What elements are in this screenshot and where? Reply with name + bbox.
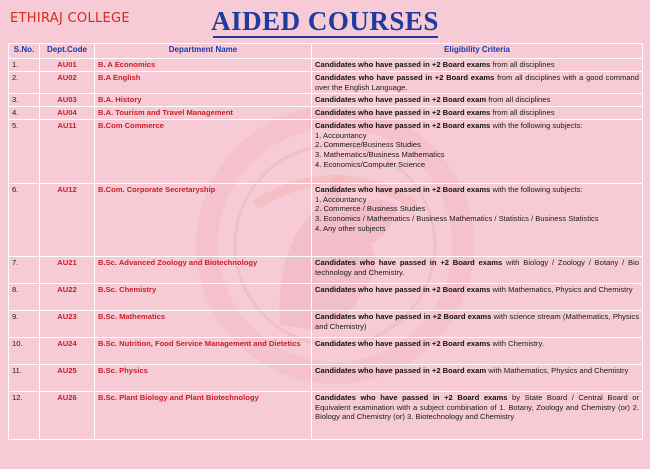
eligibility-lead: Candidates who have passed in +2 Board exams [315, 73, 495, 82]
page-title: AIDED COURSES [211, 6, 439, 36]
eligibility-detail: with Mathematics, Physics and Chemistry [490, 285, 633, 295]
row-eligibility-criteria [312, 184, 643, 257]
eligibility-detail: from all disciplines [486, 95, 551, 105]
row-serial-number: 5. [9, 120, 40, 184]
column-header-eligibility: Eligibility Criteria [312, 44, 643, 59]
aided-courses-table [8, 43, 643, 440]
eligibility-lead: Candidates who have passed in +2 Board exams [315, 258, 503, 268]
subject-list [315, 131, 639, 169]
eligibility-lead: Candidates who have passed in +2 Board exam [315, 95, 487, 105]
row-eligibility-criteria [312, 107, 643, 120]
table-row [9, 338, 643, 365]
column-header-dept-code: Dept.Code [40, 44, 95, 59]
page-header [0, 0, 650, 40]
table-row [9, 184, 643, 257]
subject-list-item: 2. Commerce / Business Studies [315, 204, 426, 214]
row-serial-number: 6. [9, 184, 40, 257]
row-serial-number: 2. [9, 72, 40, 94]
row-eligibility-criteria [312, 338, 643, 365]
row-department-name: B.Sc. Chemistry [95, 284, 312, 311]
eligibility-lead: Candidates who have passed in +2 Board exam [315, 366, 487, 376]
table-row [9, 257, 643, 284]
eligibility-lead: Candidates who have passed in +2 Board exams [315, 121, 491, 131]
eligibility-lead: Candidates who have passed in +2 Board exams [315, 339, 491, 349]
row-department-name: B.A English [95, 72, 312, 94]
row-dept-code: AU03 [40, 94, 95, 107]
row-dept-code: AU12 [40, 184, 95, 257]
row-eligibility-criteria [312, 72, 643, 94]
row-eligibility-criteria [312, 257, 643, 284]
row-department-name: B.A. History [95, 94, 312, 107]
eligibility-detail: with the following subjects: [490, 185, 583, 195]
title-underline [213, 36, 438, 38]
subject-list [315, 195, 639, 233]
row-department-name: B.Sc. Physics [95, 365, 312, 392]
subject-list-item: 2. Commerce/Business Studies [315, 140, 421, 150]
college-name: ETHIRAJ COLLEGE [10, 11, 130, 26]
row-eligibility-criteria [312, 94, 643, 107]
subject-list-item: 1. Accountancy [315, 194, 367, 204]
table-header-row [9, 44, 643, 59]
eligibility-lead: Candidates who have passed in +2 Board exams [315, 393, 508, 403]
row-serial-number: 3. [9, 94, 40, 107]
row-serial-number: 8. [9, 284, 40, 311]
row-department-name: B.Com Commerce [95, 120, 312, 184]
table-row [9, 392, 643, 440]
subject-list-item: 1. Accountancy [315, 130, 367, 140]
eligibility-lead: Candidates who have passed in +2 Board exams [315, 108, 491, 118]
row-department-name: B.A. Tourism and Travel Management [95, 107, 312, 120]
eligibility-lead: Candidates who have passed in +2 Board exams [315, 185, 491, 195]
table-row [9, 120, 643, 184]
row-dept-code: AU21 [40, 257, 95, 284]
row-eligibility-criteria [312, 284, 643, 311]
eligibility-lead: Candidates who have passed in +2 Board exams [315, 60, 491, 69]
table-row [9, 94, 643, 107]
table-row [9, 59, 643, 72]
eligibility-detail: with the following subjects: [490, 121, 583, 131]
row-dept-code: AU04 [40, 107, 95, 120]
row-dept-code: AU23 [40, 311, 95, 338]
column-header-sno: S.No. [9, 44, 40, 59]
row-department-name: B.Sc. Advanced Zoology and Biotechnology [95, 257, 312, 284]
eligibility-detail: from all disciplines [490, 60, 555, 69]
subject-list-item: 3. Mathematics/Business Mathematics [315, 149, 445, 159]
row-eligibility-criteria [312, 120, 643, 184]
row-serial-number: 10. [9, 338, 40, 365]
row-department-name: B.Sc. Plant Biology and Plant Biotechnology [95, 392, 312, 440]
eligibility-detail: from all disciplines [490, 108, 555, 118]
row-dept-code: AU25 [40, 365, 95, 392]
table-row [9, 365, 643, 392]
row-serial-number: 1. [9, 59, 40, 72]
subject-list-item: 4. Any other subjects [315, 223, 386, 233]
row-dept-code: AU11 [40, 120, 95, 184]
table-row [9, 311, 643, 338]
column-header-department-name: Department Name [95, 44, 312, 59]
eligibility-lead: Candidates who have passed in +2 Board exams [315, 312, 492, 322]
row-department-name: B.Sc. Mathematics [95, 311, 312, 338]
row-department-name: B.Sc. Nutrition, Food Service Management and Dietetics [95, 338, 312, 365]
row-serial-number: 12. [9, 392, 40, 440]
row-eligibility-criteria [312, 59, 643, 72]
row-dept-code: AU01 [40, 59, 95, 72]
row-serial-number: 7. [9, 257, 40, 284]
row-dept-code: AU22 [40, 284, 95, 311]
eligibility-detail: from all disciplines with a good command over the English Language. [315, 73, 639, 92]
table-row [9, 107, 643, 120]
row-department-name: B. A Economics [95, 59, 312, 72]
row-serial-number: 9. [9, 311, 40, 338]
eligibility-lead: Candidates who have passed in +2 Board exams [315, 285, 491, 295]
row-eligibility-criteria [312, 311, 643, 338]
row-dept-code: AU24 [40, 338, 95, 365]
row-dept-code: AU26 [40, 392, 95, 440]
row-serial-number: 4. [9, 107, 40, 120]
row-department-name: B.Com. Corporate Secretaryship [95, 184, 312, 257]
row-eligibility-criteria [312, 365, 643, 392]
table-row [9, 72, 643, 94]
subject-list-item: 4. Economics/Computer Science [315, 159, 426, 169]
eligibility-detail: with science stream (Mathematics, Physics and Chemistry) [315, 312, 640, 331]
eligibility-detail: with Mathematics, Physics and Chemistry [486, 366, 629, 376]
row-serial-number: 11. [9, 365, 40, 392]
eligibility-detail: by State Board / Central Board or Equivalent examination with a subject combination of 1. Botany, Zoology and Chemistry (or) 2. Biology and Chemistry (or) 3. Biotechnology and Chemistry [315, 393, 639, 422]
eligibility-detail: with Biology / Zoology / Botany / Bio technology and Chemistry. [315, 258, 639, 277]
eligibility-detail: with Chemistry. [490, 339, 544, 349]
subject-list-item: 3. Economics / Mathematics / Business Mathematics / Statistics / Business Statistics [315, 213, 599, 223]
table-row [9, 284, 643, 311]
row-dept-code: AU02 [40, 72, 95, 94]
row-eligibility-criteria [312, 392, 643, 440]
